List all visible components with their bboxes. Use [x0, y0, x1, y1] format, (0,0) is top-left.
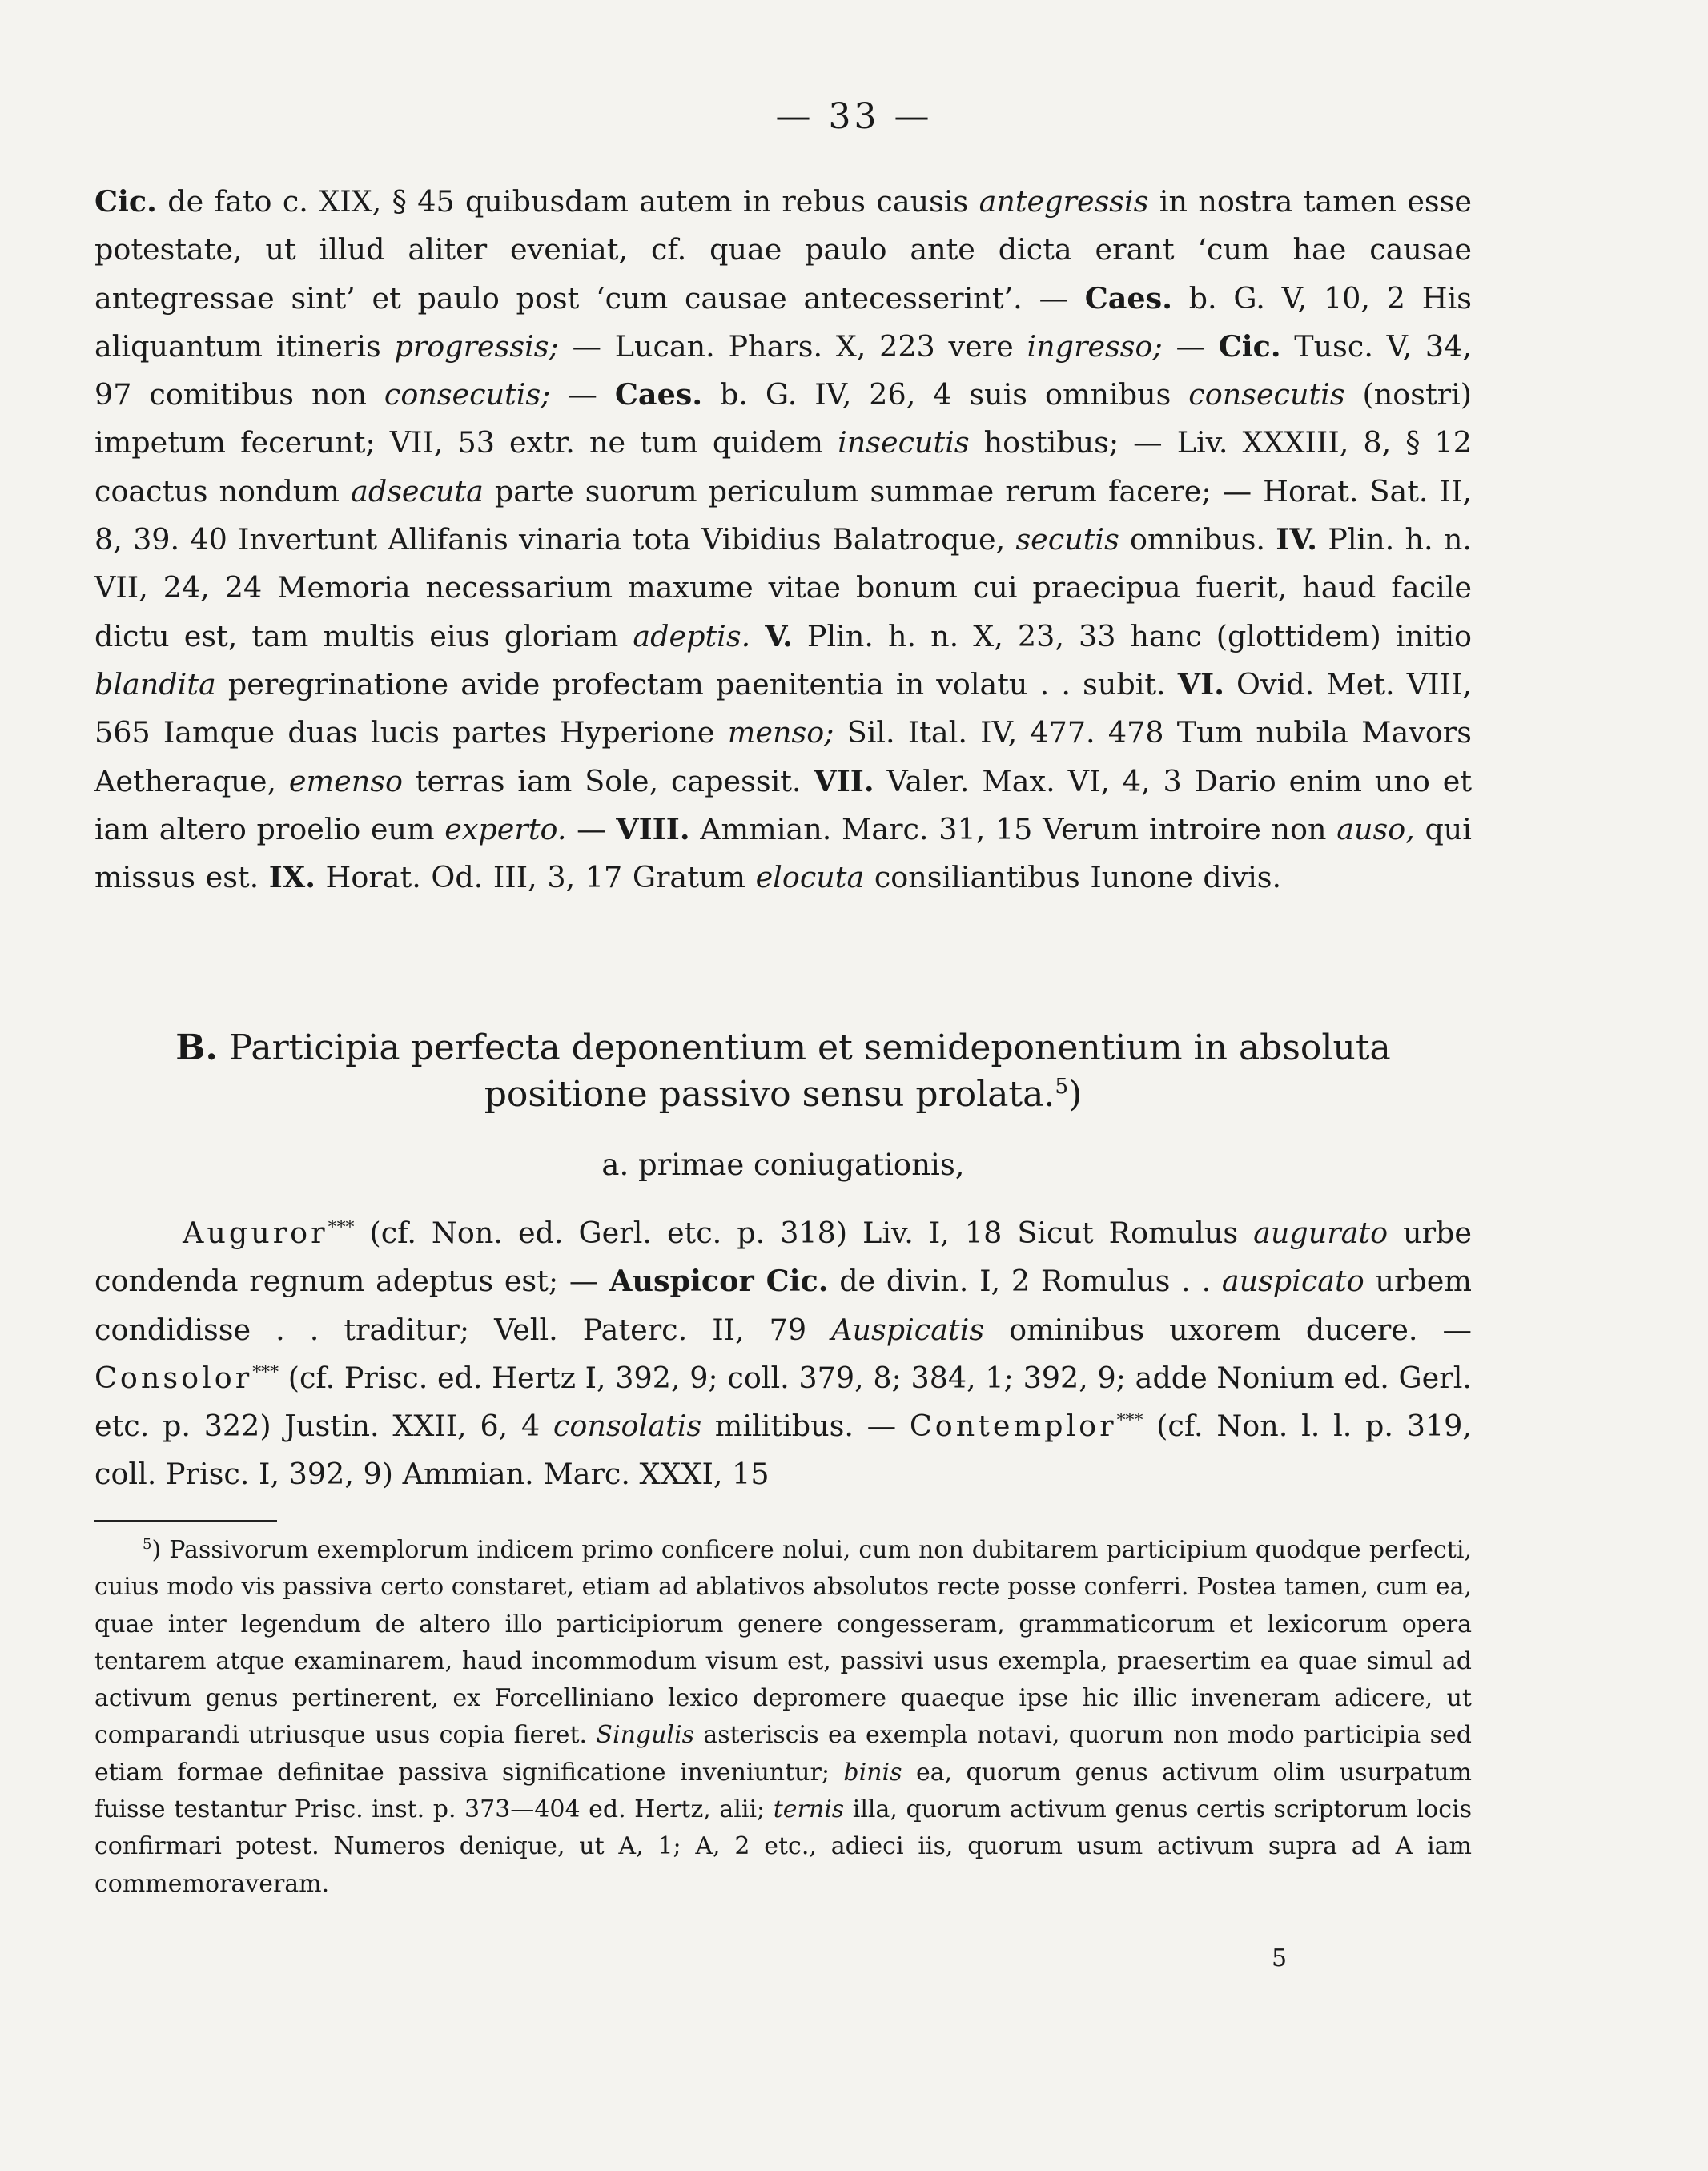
footnote: $^5$) Passivorum exemplorum indicem primo conficere nolui, cum non dubitarem participium quodque perfecti, cuius modo vis passiva certo constaret, etiam ad ablativos absolutos recte posse conferri. Postea tamen, cum ea, quae inter legendum de altero illo participiorum genere congesseram, grammaticorum et lexicorum opera tentarem atque examinarem, haud incommodum visum est, passivi usus exempla, praesertim ea quae simul ad activum genus pertinerent, ex Forcelliniano lexico depromere quaeque ipse hic illic inveneram adicere, ut comparandi utriusque usus copia fieret. Singulis asteriscis ea exempla notavi, quorum non modo participia sed etiam formae definitae passiva significatione inveniuntur; binis ea, quorum genus activum olim usurpatum fuisse testantur Prisc. inst. p. 373—404 ed. Hertz, alii; ternis illa, quorum activum genus certis scriptorum locis confirmari potest. Numeros denique, ut A, 1; A, 2 etc., adieci iis, quorum usum activum supra ad A iam commemoraveram. — [94, 1536, 1472, 1898]
footnote-divider — [94, 1520, 277, 1522]
section-heading: B. Participia perfecta deponentium et semideponentium in absoluta positione passivo sensu prolata.$^5$) — [175, 1027, 1391, 1115]
second-paragraph: Auguror*** (cf. Non. ed. Gerl. etc. p. 318) Liv. I, 18 Sicut Romulus augurato urbe condenda regnum adeptus est; — Auspicor Cic. de divin. I, 2 Romulus . . auspicato urbem condidisse . . traditur; Vell. Paterc. II, 79 Auspicatis ominibus uxorem ducere. — Consolor*** (cf. Prisc. ed. Hertz I, 392, 9; coll. 379, 8; 384, 1; 392, 9; adde Nonium ed. Gerl. etc. p. 322) Justin. XXII, 6, 4 consolatis militibus. — Contemplor*** (cf. Non. l. l. p. 319, coll. Prisc. I, 392, 9) Ammian. Marc. XXXI, 15 — [94, 1216, 1472, 1492]
section-subheading: a. primae coniugationis, — [601, 1148, 965, 1182]
page-number: — 33 — — [775, 96, 933, 137]
signature-mark: 5 — [1272, 1944, 1288, 1972]
main-paragraph: Cic. de fato c. XIX, § 45 quibusdam autem in rebus causis antegressis in nostra tamen esse potestate, ut illud aliter eveniat, cf. quae paulo ante dicta erant ‘cum hae causae antegressae sint’ et paulo post ‘cum causae antecesserint’. — Caes. b. G. V, 10, 2 His aliquantum itineris progressis; — Lucan. Phars. X, 223 vere ingresso; — Cic. Tusc. V, 34, 97 comitibus non consecutis; — Caes. b. G. IV, 26, 4 suis omnibus consecutis (nostri) impetum fecerunt; VII, 53 extr. ne tum quidem insecutis hostibus; — Liv. XXXIII, 8, § 12 coactus nondum adsecuta parte suorum periculum summae rerum facere; — Horat. Sat. II, 8, 39. 40 Invertunt Allifanis vinaria tota Vibidius Balatroque, secutis omnibus. IV. Plin. h. n. VII, 24, 24 Memoria necessarium maxume vitae bonum cui praecipua fuerit, haud facile dictu est, tam multis eius gloriam adeptis. V. Plin. h. n. X, 23, 33 hanc (glottidem) initio blandita peregrinatione avide profectam paenitentia in volatu . . subit. VI. Ovid. Met. VIII, 565 Iamque duas lucis partes Hyperione menso; Sil. Ital. IV, 477. 478 Tum nubila Mavors Aetheraque, emenso terras iam Sole, capessit. VII. Valer. Max. VI, 4, 3 Dario enim uno et iam altero proelio eum experto. — VIII. Ammian. Marc. 31, 15 Verum introire non auso, qui missus est. IX. Horat. Od. III, 3, 17 Gratum elocuta consiliantibus Iunone divis. — [94, 184, 1473, 895]
